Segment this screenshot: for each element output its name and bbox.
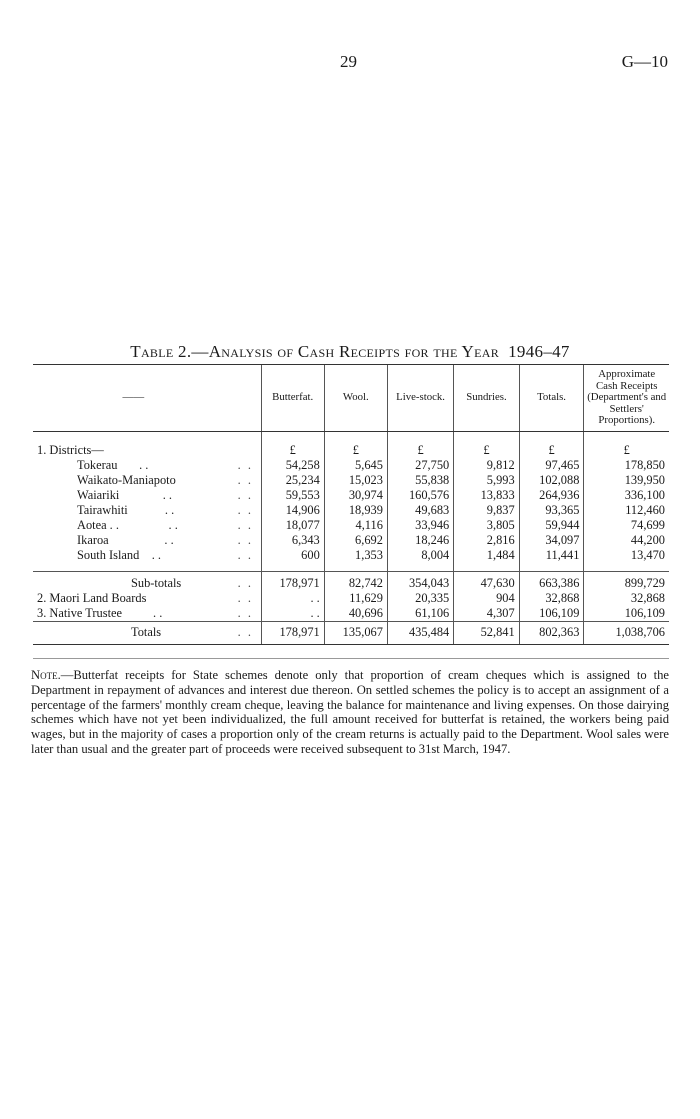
table-row-district: Aotea . . . . . . 18,077 4,116 33,946 3,805 59,944 74,699 [33, 518, 669, 533]
cell-wool: 11,629 [324, 591, 387, 606]
cell-approx: 112,460 [584, 503, 669, 518]
note-text: —Butterfat receipts for State schemes denote only that proportion of cream cheques which is assigned to the Department in repayment of advances and interest due thereon. On settled schemes the policy is to accept an assignment of a percentage of the farmers' monthly cream cheque, leaving the balance for maintenance and living expenses. On those dairying schemes which have not yet been individualized, the full amount received for butterfat is retained, the workers being paid wages, but in the majority of cases a proportion only of the cream returns is actually paid to the Department. Wool sales were later than usual and the greater part of proceeds were received subsequent to 31st March, 1947. [31, 668, 669, 756]
table-row-district: Tokerau . . . . 54,258 5,645 27,750 9,812 97,465 178,850 [33, 458, 669, 473]
currency-symbol: £ [584, 440, 669, 458]
cell-totals: 32,868 [519, 591, 584, 606]
note-divider [33, 658, 669, 659]
table-header-row [33, 365, 669, 432]
district-name: Aotea . . [77, 517, 119, 532]
district-name: Waikato-Maniapoto [77, 472, 176, 487]
col-header-label: —— [33, 365, 234, 432]
section-heading-districts: 1. Districts— [37, 442, 104, 457]
cell-sundries: 4,307 [454, 606, 519, 622]
cash-receipts-table [33, 364, 669, 645]
cell-sundries: 9,837 [454, 503, 519, 518]
cell-butterfat: 54,258 [261, 458, 324, 473]
cell-sundries: 5,993 [454, 473, 519, 488]
cell-approx: 32,868 [584, 591, 669, 606]
district-name: Waiariki [77, 487, 120, 502]
cell-sundries: 47,630 [454, 571, 519, 591]
table-title [0, 342, 700, 362]
col-header-approx-cash: Approximate Cash Receipts (Department's and Settlers' Proportions). [584, 365, 669, 432]
table-row-subtotals: Sub-totals . . 178,971 82,742 354,043 47,630 663,386 899,729 [33, 571, 669, 591]
totals-label: Totals [33, 621, 234, 644]
subtotals-label: Sub-totals [33, 571, 234, 591]
col-header-butterfat: Butterfat. [261, 365, 324, 432]
cell-totals: 106,109 [519, 606, 584, 622]
currency-row [33, 440, 669, 458]
cell-totals: 102,088 [519, 473, 584, 488]
district-name: Ikaroa [77, 532, 109, 547]
cell-livestock: 33,946 [387, 518, 453, 533]
cell-livestock: 354,043 [387, 571, 453, 591]
table-row-district: Waikato-Maniapoto . . 25,234 15,023 55,838 5,993 102,088 139,950 [33, 473, 669, 488]
cell-butterfat: 59,553 [261, 488, 324, 503]
cell-butterfat: . . [261, 606, 324, 622]
cell-wool: 135,067 [324, 621, 387, 644]
col-header-livestock: Live-stock. [387, 365, 453, 432]
cell-wool: 40,696 [324, 606, 387, 622]
table-row-district: Ikaroa . . . . 6,343 6,692 18,246 2,816 34,097 44,200 [33, 533, 669, 548]
cell-wool: 18,939 [324, 503, 387, 518]
cell-livestock: 18,246 [387, 533, 453, 548]
cell-sundries: 9,812 [454, 458, 519, 473]
cell-wool: 82,742 [324, 571, 387, 591]
cell-approx: 139,950 [584, 473, 669, 488]
cell-wool: 6,692 [324, 533, 387, 548]
cell-approx: 44,200 [584, 533, 669, 548]
cell-totals: 11,441 [519, 548, 584, 563]
currency-symbol: £ [324, 440, 387, 458]
cell-totals: 34,097 [519, 533, 584, 548]
table-title-text: Analysis of Cash Receipts for the Year [208, 342, 500, 361]
table-row-district: Waiariki . . . . 59,553 30,974 160,576 13,833 264,936 336,100 [33, 488, 669, 503]
cell-approx: 336,100 [584, 488, 669, 503]
cell-wool: 30,974 [324, 488, 387, 503]
cell-totals: 59,944 [519, 518, 584, 533]
currency-symbol: £ [519, 440, 584, 458]
note-lead: Note. [31, 668, 61, 682]
col-header-totals: Totals. [519, 365, 584, 432]
cell-livestock: 55,838 [387, 473, 453, 488]
district-name: South Island [77, 547, 140, 562]
currency-symbol: £ [454, 440, 519, 458]
cell-butterfat: 14,906 [261, 503, 324, 518]
cell-sundries: 2,816 [454, 533, 519, 548]
table-row-totals: Totals . . 178,971 135,067 435,484 52,841 802,363 1,038,706 [33, 621, 669, 644]
cell-wool: 4,116 [324, 518, 387, 533]
cell-livestock: 435,484 [387, 621, 453, 644]
cell-livestock: 61,106 [387, 606, 453, 622]
cell-wool: 5,645 [324, 458, 387, 473]
cell-approx: 106,109 [584, 606, 669, 622]
cell-approx: 1,038,706 [584, 621, 669, 644]
cell-butterfat: 600 [261, 548, 324, 563]
table-title-year: 1946–47 [508, 342, 570, 361]
table-footnote [31, 668, 669, 757]
cell-approx: 178,850 [584, 458, 669, 473]
currency-symbol: £ [387, 440, 453, 458]
col-header-sundries: Sundries. [454, 365, 519, 432]
cell-butterfat: 178,971 [261, 571, 324, 591]
cell-totals: 802,363 [519, 621, 584, 644]
page-number: 29 [340, 52, 357, 71]
table-row-district: Tairawhiti . . . . 14,906 18,939 49,683 9,837 93,365 112,460 [33, 503, 669, 518]
cell-approx: 74,699 [584, 518, 669, 533]
document-reference: G—10 [621, 52, 668, 71]
cell-butterfat: 6,343 [261, 533, 324, 548]
cell-totals: 93,365 [519, 503, 584, 518]
cell-livestock: 160,576 [387, 488, 453, 503]
cell-totals: 97,465 [519, 458, 584, 473]
cell-livestock: 8,004 [387, 548, 453, 563]
cell-totals: 663,386 [519, 571, 584, 591]
maori-land-boards-label: 2. Maori Land Boards [37, 590, 147, 605]
cell-sundries: 1,484 [454, 548, 519, 563]
cell-sundries: 904 [454, 591, 519, 606]
page-header [0, 52, 700, 76]
district-name: Tokerau [77, 457, 118, 472]
currency-symbol: £ [261, 440, 324, 458]
cell-butterfat: 18,077 [261, 518, 324, 533]
cell-sundries: 13,833 [454, 488, 519, 503]
cell-wool: 1,353 [324, 548, 387, 563]
cell-livestock: 27,750 [387, 458, 453, 473]
cell-livestock: 49,683 [387, 503, 453, 518]
cell-sundries: 3,805 [454, 518, 519, 533]
cell-wool: 15,023 [324, 473, 387, 488]
cell-approx: 13,470 [584, 548, 669, 563]
district-name: Tairawhiti [77, 502, 128, 517]
table-row-district: South Island . . . . 600 1,353 8,004 1,484 11,441 13,470 [33, 548, 669, 563]
table-row-native-trustee: 3. Native Trustee . . . . . . 40,696 61,106 4,307 106,109 106,109 [33, 606, 669, 622]
table-row-maori-land-boards: 2. Maori Land Boards . . . . 11,629 20,335 904 32,868 32,868 [33, 591, 669, 606]
table-title-prefix: Table 2.— [130, 342, 209, 361]
cell-totals: 264,936 [519, 488, 584, 503]
cell-butterfat: . . [261, 591, 324, 606]
cell-approx: 899,729 [584, 571, 669, 591]
cell-livestock: 20,335 [387, 591, 453, 606]
cell-sundries: 52,841 [454, 621, 519, 644]
col-header-wool: Wool. [324, 365, 387, 432]
cell-butterfat: 178,971 [261, 621, 324, 644]
native-trustee-label: 3. Native Trustee [37, 605, 123, 620]
cell-butterfat: 25,234 [261, 473, 324, 488]
